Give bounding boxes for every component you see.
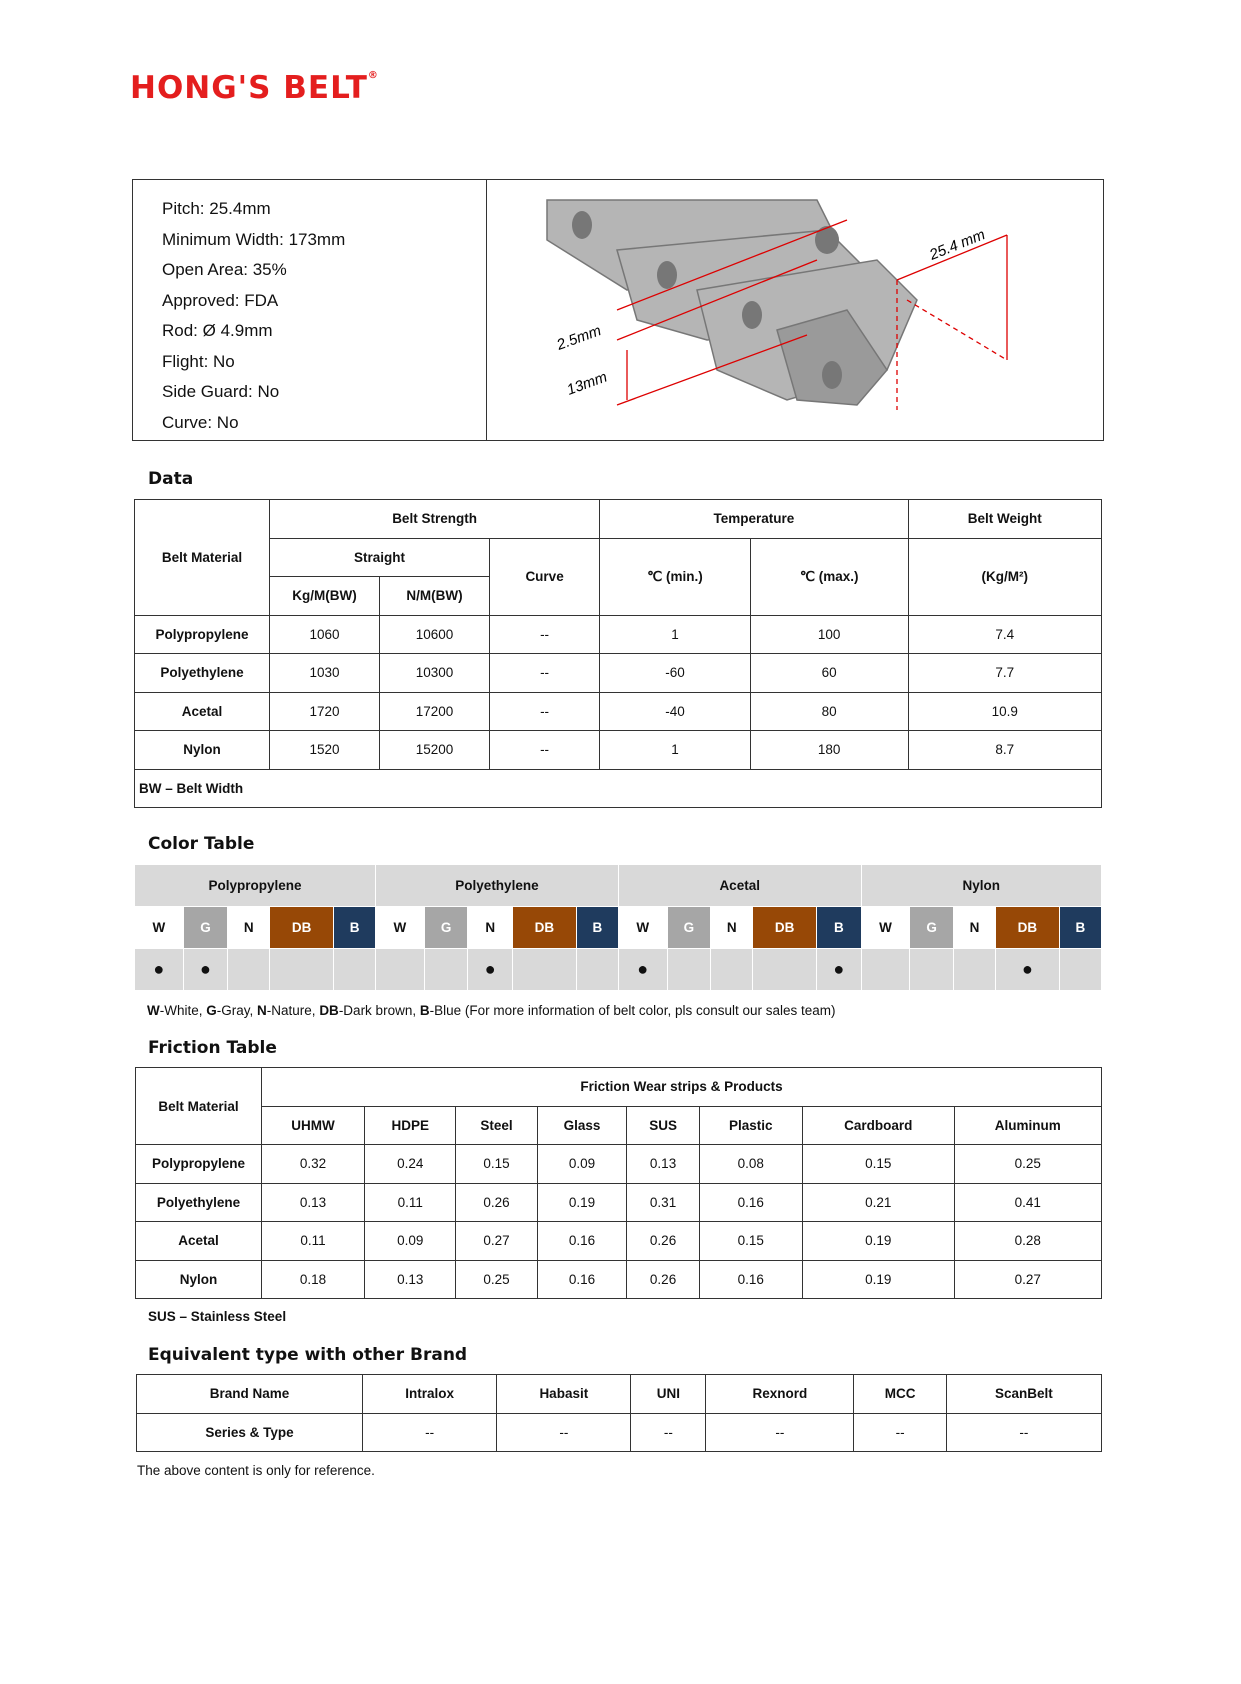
table-cell: 1 (600, 615, 751, 654)
table-cell: -- (490, 692, 600, 731)
table-cell: 0.41 (954, 1183, 1101, 1222)
column-header: SUS (627, 1106, 699, 1145)
table-row (135, 615, 1102, 654)
table-cell: 0.15 (699, 1222, 802, 1261)
color-section-title: Color Table (148, 834, 255, 854)
table-cell: 0.32 (262, 1145, 365, 1184)
table-cell: 8.7 (908, 731, 1101, 770)
table-cell: 0.11 (262, 1222, 365, 1261)
table-cell: 0.24 (365, 1145, 456, 1184)
table-cell: -- (490, 654, 600, 693)
brand-header: ScanBelt (946, 1375, 1101, 1414)
table-cell: -- (490, 731, 600, 770)
color-swatch-w: W (861, 907, 910, 949)
color-swatch-b: B (576, 907, 618, 949)
table-row (136, 1222, 1102, 1261)
color-swatch-g: G (183, 907, 228, 949)
color-swatch-g: G (910, 907, 954, 949)
availability-cell (910, 949, 954, 991)
footer-note: The above content is only for reference. (137, 1463, 375, 1478)
availability-cell: ● (468, 949, 513, 991)
spec-box (132, 179, 1104, 441)
spec-list (133, 180, 487, 440)
table-cell: -- (363, 1413, 497, 1452)
table-row (135, 654, 1102, 693)
table-cell: 15200 (380, 731, 490, 770)
table-cell: -- (946, 1413, 1101, 1452)
availability-cell (270, 949, 334, 991)
color-material-header: Nylon (861, 865, 1101, 907)
table-cell: -40 (600, 692, 751, 731)
availability-cell (667, 949, 711, 991)
table-cell: 0.31 (627, 1183, 699, 1222)
data-note: BW – Belt Width (135, 769, 1102, 808)
material-name: Nylon (135, 731, 270, 770)
table-cell: 0.25 (954, 1145, 1101, 1184)
column-header: Glass (537, 1106, 627, 1145)
header-friction-group: Friction Wear strips & Products (262, 1068, 1102, 1107)
availability-cell (576, 949, 618, 991)
table-cell: 180 (750, 731, 908, 770)
table-row (135, 692, 1102, 731)
column-header: UHMW (262, 1106, 365, 1145)
height-dimension: 13mm (564, 368, 610, 399)
material-name: Polyethylene (136, 1183, 262, 1222)
availability-cell (753, 949, 817, 991)
color-swatch-db: DB (753, 907, 817, 949)
availability-cell: ● (817, 949, 862, 991)
table-row (136, 1183, 1102, 1222)
belt-image (487, 180, 1103, 440)
table-cell: 0.13 (627, 1145, 699, 1184)
data-section-title: Data (148, 469, 194, 489)
color-swatch-n: N (711, 907, 753, 949)
thickness-dimension: 2.5mm (554, 322, 604, 354)
color-legend: W-White, G-Gray, N-Nature, DB-Dark brown, B-Blue (For more information of belt color, pls consult our sales team) (147, 1003, 836, 1018)
brand-table (136, 1374, 1102, 1452)
table-cell: -60 (600, 654, 751, 693)
header-temp-min: ℃ (min.) (600, 538, 751, 615)
table-cell: 7.7 (908, 654, 1101, 693)
brand-header: Brand Name (137, 1375, 363, 1414)
column-header: Plastic (699, 1106, 802, 1145)
table-cell: 0.27 (456, 1222, 537, 1261)
material-name: Polypropylene (136, 1145, 262, 1184)
availability-cell: ● (996, 949, 1060, 991)
table-cell: 17200 (380, 692, 490, 731)
table-cell: 0.15 (802, 1145, 954, 1184)
table-cell: 10300 (380, 654, 490, 693)
table-cell: 1 (600, 731, 751, 770)
table-cell: 0.09 (365, 1222, 456, 1261)
header-belt-weight: Belt Weight (908, 500, 1101, 539)
color-material-header: Acetal (618, 865, 861, 907)
table-cell: 0.26 (627, 1260, 699, 1299)
table-cell: 0.16 (537, 1260, 627, 1299)
availability-cell: ● (135, 949, 184, 991)
brand-header: Intralox (363, 1375, 497, 1414)
color-swatch-g: G (667, 907, 711, 949)
color-table (134, 864, 1102, 991)
table-cell: 1060 (270, 615, 380, 654)
table-cell: 0.21 (802, 1183, 954, 1222)
table-cell: 10.9 (908, 692, 1101, 731)
color-swatch-b: B (817, 907, 862, 949)
color-swatch-w: W (135, 907, 184, 949)
row-label: Series & Type (137, 1413, 363, 1452)
color-swatch-db: DB (513, 907, 577, 949)
header-belt-material: Belt Material (136, 1068, 262, 1145)
table-cell: 0.26 (627, 1222, 699, 1261)
table-cell: -- (706, 1413, 854, 1452)
material-name: Nylon (136, 1260, 262, 1299)
brand-header: Habasit (497, 1375, 631, 1414)
color-swatch-b: B (334, 907, 376, 949)
belt-diagram (487, 180, 1103, 440)
table-cell: 100 (750, 615, 908, 654)
availability-cell (513, 949, 577, 991)
header-straight: Straight (270, 538, 490, 577)
material-name: Acetal (136, 1222, 262, 1261)
table-cell: 0.09 (537, 1145, 627, 1184)
color-swatch-w: W (618, 907, 667, 949)
color-swatch-b: B (1059, 907, 1101, 949)
header-weight-unit: (Kg/M²) (908, 538, 1101, 615)
friction-note: SUS – Stainless Steel (148, 1309, 287, 1324)
table-cell: -- (490, 615, 600, 654)
table-cell: 0.16 (699, 1183, 802, 1222)
color-swatch-g: G (424, 907, 468, 949)
brand-header: UNI (631, 1375, 706, 1414)
table-row (135, 731, 1102, 770)
friction-section-title: Friction Table (148, 1038, 277, 1058)
color-swatch-w: W (376, 907, 425, 949)
header-kgm: Kg/M(BW) (270, 577, 380, 616)
table-cell: 0.19 (802, 1222, 954, 1261)
table-cell: 0.26 (456, 1183, 537, 1222)
spec-item: Rod: Ø 4.9mm (162, 321, 273, 340)
header-belt-material: Belt Material (135, 500, 270, 616)
spec-item: Open Area: 35% (162, 260, 287, 279)
table-cell: 0.11 (365, 1183, 456, 1222)
column-header: Aluminum (954, 1106, 1101, 1145)
header-curve: Curve (490, 538, 600, 615)
availability-cell (424, 949, 468, 991)
material-name: Polyethylene (135, 654, 270, 693)
table-cell: 0.08 (699, 1145, 802, 1184)
table-cell: 1720 (270, 692, 380, 731)
table-cell: 0.19 (802, 1260, 954, 1299)
material-name: Polypropylene (135, 615, 270, 654)
brand-header: MCC (854, 1375, 946, 1414)
availability-cell (334, 949, 376, 991)
header-nm: N/M(BW) (380, 577, 490, 616)
color-material-header: Polyethylene (376, 865, 619, 907)
spec-item: Curve: No (162, 412, 239, 432)
table-row (136, 1145, 1102, 1184)
header-temperature: Temperature (600, 500, 908, 539)
table-cell: 0.16 (699, 1260, 802, 1299)
table-cell: 0.13 (365, 1260, 456, 1299)
availability-cell (376, 949, 425, 991)
table-cell: 60 (750, 654, 908, 693)
availability-cell (1059, 949, 1101, 991)
table-cell: 0.13 (262, 1183, 365, 1222)
friction-table (135, 1067, 1102, 1299)
column-header: HDPE (365, 1106, 456, 1145)
spec-item: Approved: FDA (162, 290, 279, 310)
table-cell: -- (854, 1413, 946, 1452)
table-cell: 0.15 (456, 1145, 537, 1184)
pitch-dimension: 25.4 mm (927, 226, 988, 264)
data-table (134, 499, 1102, 808)
color-swatch-n: N (228, 907, 270, 949)
table-row (136, 1260, 1102, 1299)
brand-logo: HONG'S BELT® (130, 70, 379, 106)
table-cell: 80 (750, 692, 908, 731)
table-cell: 0.18 (262, 1260, 365, 1299)
table-cell: 0.25 (456, 1260, 537, 1299)
availability-cell (861, 949, 910, 991)
color-swatch-n: N (468, 907, 513, 949)
header-belt-strength: Belt Strength (270, 500, 600, 539)
table-cell: 1520 (270, 731, 380, 770)
spec-item: Pitch: 25.4mm (162, 199, 271, 218)
table-cell: 0.28 (954, 1222, 1101, 1261)
column-header: Steel (456, 1106, 537, 1145)
spec-item: Minimum Width: 173mm (162, 229, 346, 249)
table-cell: 0.19 (537, 1183, 627, 1222)
table-cell: 10600 (380, 615, 490, 654)
table-cell: -- (497, 1413, 631, 1452)
table-cell: 0.27 (954, 1260, 1101, 1299)
availability-cell (228, 949, 270, 991)
spec-item: Flight: No (162, 351, 235, 371)
column-header: Cardboard (802, 1106, 954, 1145)
availability-cell (711, 949, 753, 991)
material-name: Acetal (135, 692, 270, 731)
table-cell: 1030 (270, 654, 380, 693)
color-swatch-db: DB (996, 907, 1060, 949)
brand-section-title: Equivalent type with other Brand (148, 1345, 468, 1365)
spec-item: Side Guard: No (162, 382, 280, 401)
color-swatch-db: DB (270, 907, 334, 949)
brand-header: Rexnord (706, 1375, 854, 1414)
availability-cell (954, 949, 996, 991)
table-cell: 7.4 (908, 615, 1101, 654)
color-material-header: Polypropylene (135, 865, 376, 907)
header-temp-max: ℃ (max.) (750, 538, 908, 615)
table-cell: -- (631, 1413, 706, 1452)
color-swatch-n: N (954, 907, 996, 949)
table-cell: 0.16 (537, 1222, 627, 1261)
availability-cell: ● (618, 949, 667, 991)
availability-cell: ● (183, 949, 228, 991)
